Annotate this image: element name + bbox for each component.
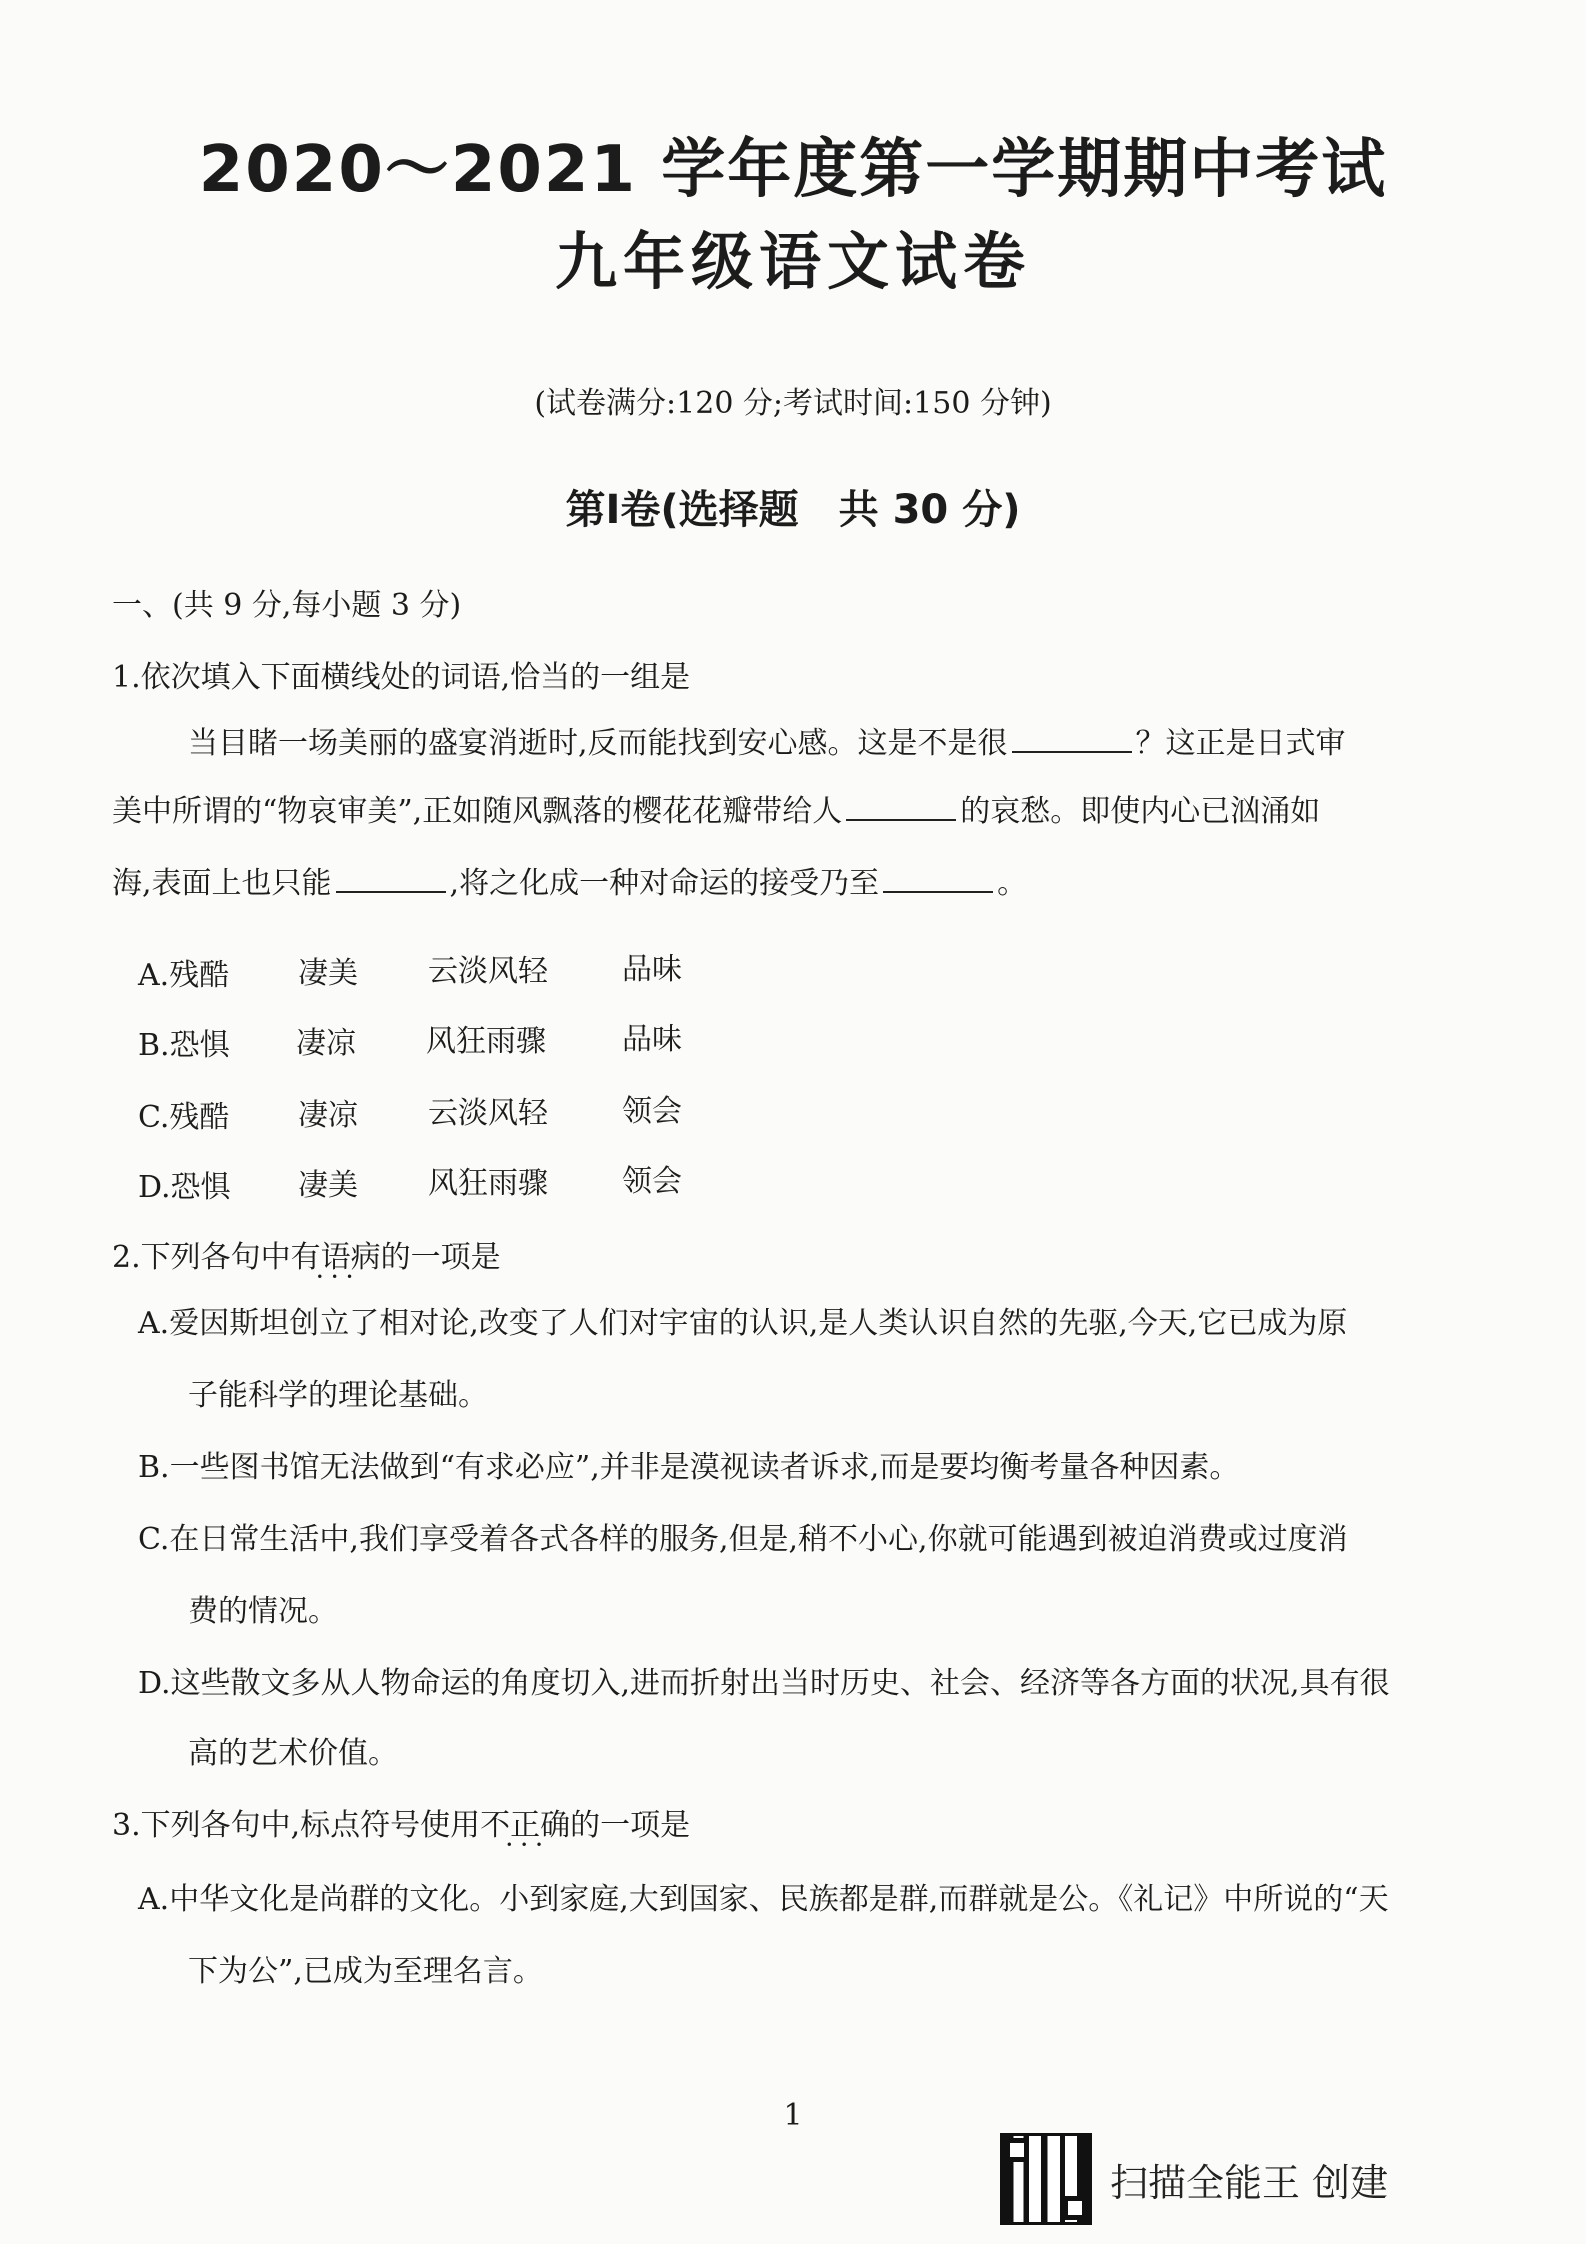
option-word: 品味 xyxy=(622,1022,682,1057)
blank-4 xyxy=(883,890,993,893)
option-word: 云淡风轻 xyxy=(428,954,548,989)
option-word: 领会 xyxy=(622,1164,682,1199)
option-word: 凄凉 xyxy=(298,1098,358,1133)
q1-passage-text: ,将之化成一种对命运的接受乃至 xyxy=(449,866,880,901)
option-label: B.恐惧 xyxy=(138,1028,230,1063)
q3-stem-text: 的一项是 xyxy=(570,1808,691,1843)
q1-passage-text: 当目睹一场美丽的盛宴消逝时,反而能找到安心感。这是不是很 xyxy=(188,726,1008,761)
q3-option-a-line1: A.中华文化是尚群的文化。小到家庭,大到国家、民族都是群,而群就是公。《礼记》中所说的“天 xyxy=(138,1882,1389,1917)
q1-passage-line3 xyxy=(112,858,1027,902)
exam-subject-title: 九年级语文试卷 xyxy=(554,225,1031,298)
q2-stem-text: 2.下列各句中 xyxy=(112,1240,291,1275)
q1-passage-text: 。 xyxy=(997,866,1028,901)
q3-stem xyxy=(112,1800,690,1844)
q1-passage-text: 美中所谓的“物哀审美”,正如随风飘落的樱花花瓣带给人 xyxy=(112,794,843,829)
q2-stem-emphasis: 有语病 • • • xyxy=(291,1240,381,1275)
blank-1 xyxy=(1012,750,1132,753)
exam-title: 2020～2021 学年度第一学期期中考试 xyxy=(198,133,1388,207)
option-label: C.残酷 xyxy=(138,1100,230,1135)
blank-2 xyxy=(846,818,956,821)
qr-code-icon xyxy=(1000,2133,1092,2225)
q3-stem-emphasis: 不正确 • • • xyxy=(480,1808,570,1843)
q2-stem-text: 的一项是 xyxy=(380,1240,501,1275)
option-word: 风狂雨骤 xyxy=(428,1166,548,1201)
q1-passage-line1 xyxy=(188,718,1346,762)
option-word: 风狂雨骤 xyxy=(426,1024,546,1059)
part1-heading: 一、(共 9 分,每小题 3 分) xyxy=(112,588,462,623)
option-word: 品味 xyxy=(622,952,682,987)
q2-option-c-line1: C.在日常生活中,我们享受着各式各样的服务,但是,稍不小心,你就可能遇到被迫消费或过度消 xyxy=(138,1522,1348,1557)
option-word: 云淡风轻 xyxy=(428,1096,548,1131)
option-word: 凄美 xyxy=(298,956,358,991)
option-label: D.恐惧 xyxy=(138,1170,231,1205)
section-title: 第Ⅰ卷(选择题 共 30 分) xyxy=(565,487,1021,533)
q2-option-a-line2: 子能科学的理论基础。 xyxy=(188,1378,488,1413)
q1-stem: 1.依次填入下面横线处的词语,恰当的一组是 xyxy=(112,660,691,695)
q3-stem-text: 3.下列各句中,标点符号使用 xyxy=(112,1808,481,1843)
option-word: 凄美 xyxy=(298,1168,358,1203)
q1-passage-text: ？这正是日式审 xyxy=(1135,726,1346,761)
q1-passage-text: 的哀愁。即使内心已汹涌如 xyxy=(960,794,1321,829)
q2-option-b: B.一些图书馆无法做到“有求必应”,并非是漠视读者诉求,而是要均衡考量各种因素。 xyxy=(138,1450,1240,1485)
exam-info: (试卷满分:120 分;考试时间:150 分钟) xyxy=(534,386,1052,421)
q2-option-a-line1: A.爱因斯坦创立了相对论,改变了人们对宇宙的认识,是人类认识自然的先驱,今天,它已成为原 xyxy=(138,1306,1348,1341)
q3-option-a-line2: 下为公”,已成为至理名言。 xyxy=(188,1954,543,1989)
q1-passage-text: 海,表面上也只能 xyxy=(112,866,332,901)
q2-option-d-line1: D.这些散文多从人物命运的角度切入,进而折射出当时历史、社会、经济等各方面的状况,具有很 xyxy=(138,1666,1390,1701)
page-number: 1 xyxy=(783,2098,803,2133)
option-label: A.残酷 xyxy=(138,958,230,993)
blank-3 xyxy=(336,890,446,893)
q2-stem xyxy=(112,1232,501,1276)
q2-option-c-line2: 费的情况。 xyxy=(188,1594,338,1629)
scanner-watermark: 扫描全能王 创建 xyxy=(1110,2161,1389,2205)
option-word: 领会 xyxy=(622,1094,682,1129)
option-word: 凄凉 xyxy=(296,1026,356,1061)
q2-option-d-line2: 高的艺术价值。 xyxy=(188,1736,398,1771)
q1-passage-line2 xyxy=(112,786,1320,830)
